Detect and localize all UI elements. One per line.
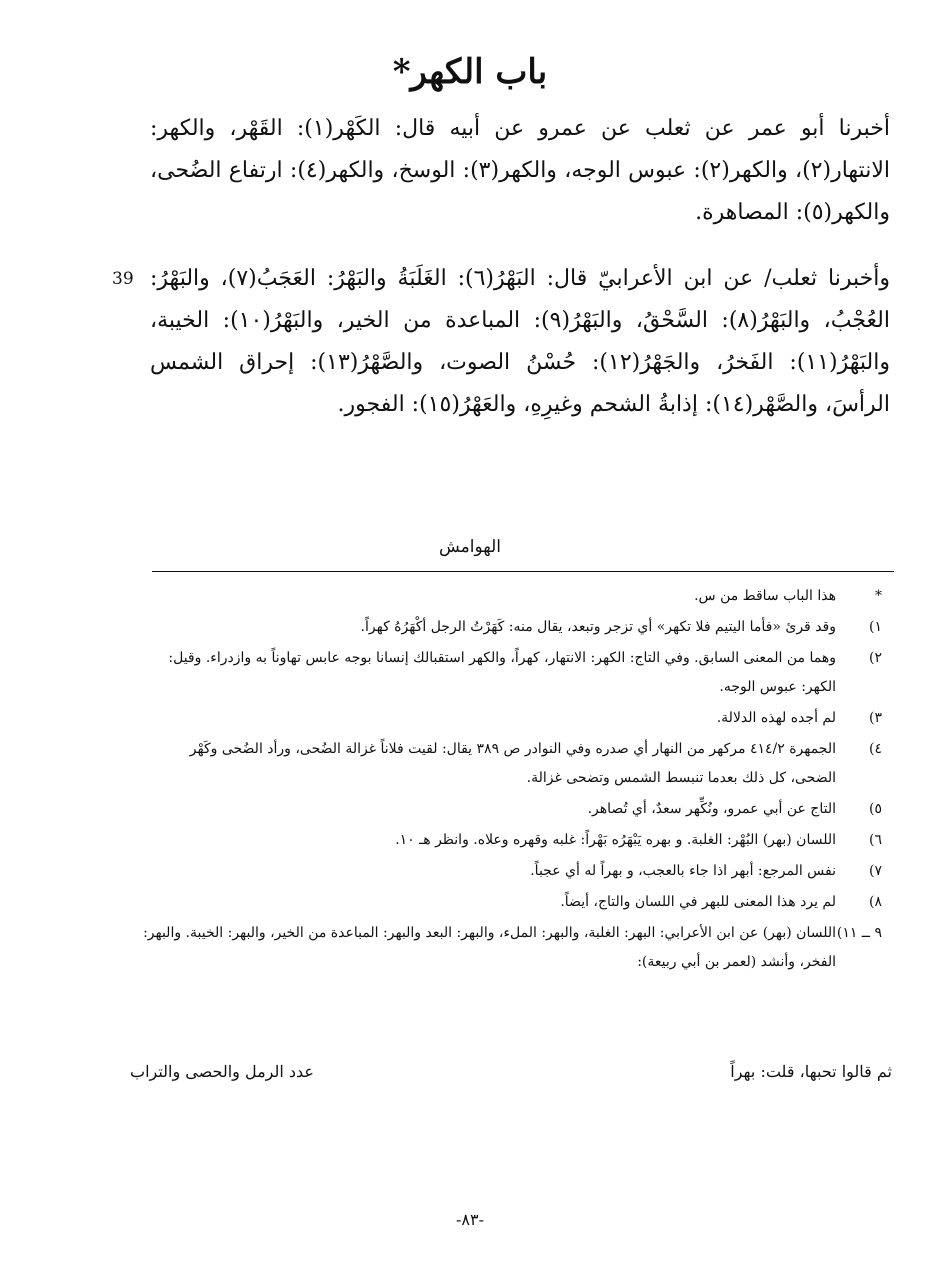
footnote-number: ٤) [869, 741, 882, 757]
footnote-item [140, 888, 882, 917]
footnote-number: ٦) [869, 832, 882, 848]
verse-second-hemistich: عدد الرمل والحصى والتراب [130, 1062, 314, 1081]
verse-first-hemistich: ثم قالوا تحبها، قلت: بهراً [730, 1062, 892, 1081]
verse-line [130, 1058, 892, 1086]
footnote-text: الجمهرة ٤١٤/٢ مركهر من النهار أي صدره وفي النوادر ص ٣٨٩ يقال: لقيت فلاناً غزالة الضُحى، ورأد الضُحى وكَهْر الضحى، كل ذلك بعدما تنبسط الشمس وتضحى غزالة. [189, 741, 836, 786]
footnote-number: ٣) [869, 710, 882, 726]
chapter-title: باب الكهر* [392, 52, 548, 92]
footnote-number: ١) [869, 619, 882, 635]
footnote-number: ٨) [869, 894, 882, 910]
footnote-item [140, 826, 882, 855]
footnote-number: ٥) [869, 801, 882, 817]
footnote-number: ٢) [869, 650, 882, 666]
footnote-item [140, 704, 882, 733]
paragraph-text: أخبرنا أبو عمر عن ثعلب عن عمرو عن أبيه قال: الكَهْر(١): القَهْر، والكهر: الانتهار(٢)، والكهر(٢): عبوس الوجه، والكهر(٣): الوسخ، والكهر(٤): ارتفاع الضُحى، والكهر(٥): المصاهرة. [150, 116, 890, 225]
footnote-text: التاج عن أبي عمرو، ونُكِّهر سعدٌ، أي تُصاهر. [587, 801, 836, 817]
footnote-item [140, 582, 882, 611]
footnote-text: اللسان (بهر) عن ابن الأعرابي: البهر: الغلبة، والبهر: الملء، والبهر: البعد والبهر: المباعدة من الخير، والبهر: الخيبة. والبهر: الفخر، وأنشد (لعمر بن أبي ربيعة): [143, 925, 836, 970]
paragraph-text: وأخبرنا ثعلب/ عن ابن الأعرابيّ قال: البَهْرُ(٦): الغَلَبَةُ والبَهْرُ: العَجَبُ(٧)، والبَهْرُ: العُجْبُ، والبَهْرُ(٨): السَّحْقُ، والبَهْرُ(٩): المباعدة من الخير، والبَهْرُ(١٠): الخيبة، والبَهْرُ(١١): الفَخرُ، والجَهْرُ(١٢): حُسْنُ الصوت، والصَّهْرُ(١٣): إحراق الشمس الرأسَ، والصَّهْر(١٤): إذابةُ الشحم وغيرِهِ، والعَهْرُ(١٥): الفجور. [150, 266, 890, 417]
footnote-item [140, 857, 882, 886]
footnote-item [140, 613, 882, 642]
body-paragraph-2 [150, 258, 890, 426]
margin-folio-number: 39 [112, 269, 134, 289]
footnote-number: * [875, 588, 882, 604]
footnote-text: لم أجده لهذه الدلالة. [716, 710, 836, 726]
footnote-text: وقد قرئ «فأما اليتيم فلا تكهر» أي تزجر وتبعد، يقال منه: كَهَرْتُ الرجل أكْهَرُهُ كهراً. [360, 619, 836, 635]
footnotes-heading: الهوامش [438, 537, 502, 557]
footnote-text: نفس المرجع: أبهر اذا جاء بالعجب، و بهراً له أي عجباً. [530, 863, 836, 879]
footnote-item [140, 735, 882, 793]
footnotes-list [140, 582, 882, 979]
page-number: -٨٣- [456, 1210, 484, 1229]
footnote-text: اللسان (بهر) البُهْر: الغلبة. و بهره يَبْهَرُه بَهْراً: غلبه وقهره وعلاه. وانظر هـ ١٠. [395, 832, 836, 848]
footnote-text: هذا الباب ساقط من س. [694, 588, 836, 604]
footnote-number: ٩ ــ ١١) [836, 925, 882, 941]
footnotes-divider [152, 571, 894, 572]
footnote-text: لم يرد هذا المعنى للبهر في اللسان والتاج، أيضاً. [560, 894, 836, 910]
footnote-text: وهما من المعنى السابق. وفي التاج: الكهر: الانتهار، كهراً، والكهر استقبالك إنسانا بوجه عابس تهاوناً به وازدراء. وقيل: الكهر: عبوس الوجه. [168, 650, 836, 695]
footnote-number: ٧) [869, 863, 882, 879]
footnote-item [140, 919, 882, 977]
footnote-item [140, 795, 882, 824]
footnote-item [140, 644, 882, 702]
body-paragraph-1 [150, 108, 890, 234]
